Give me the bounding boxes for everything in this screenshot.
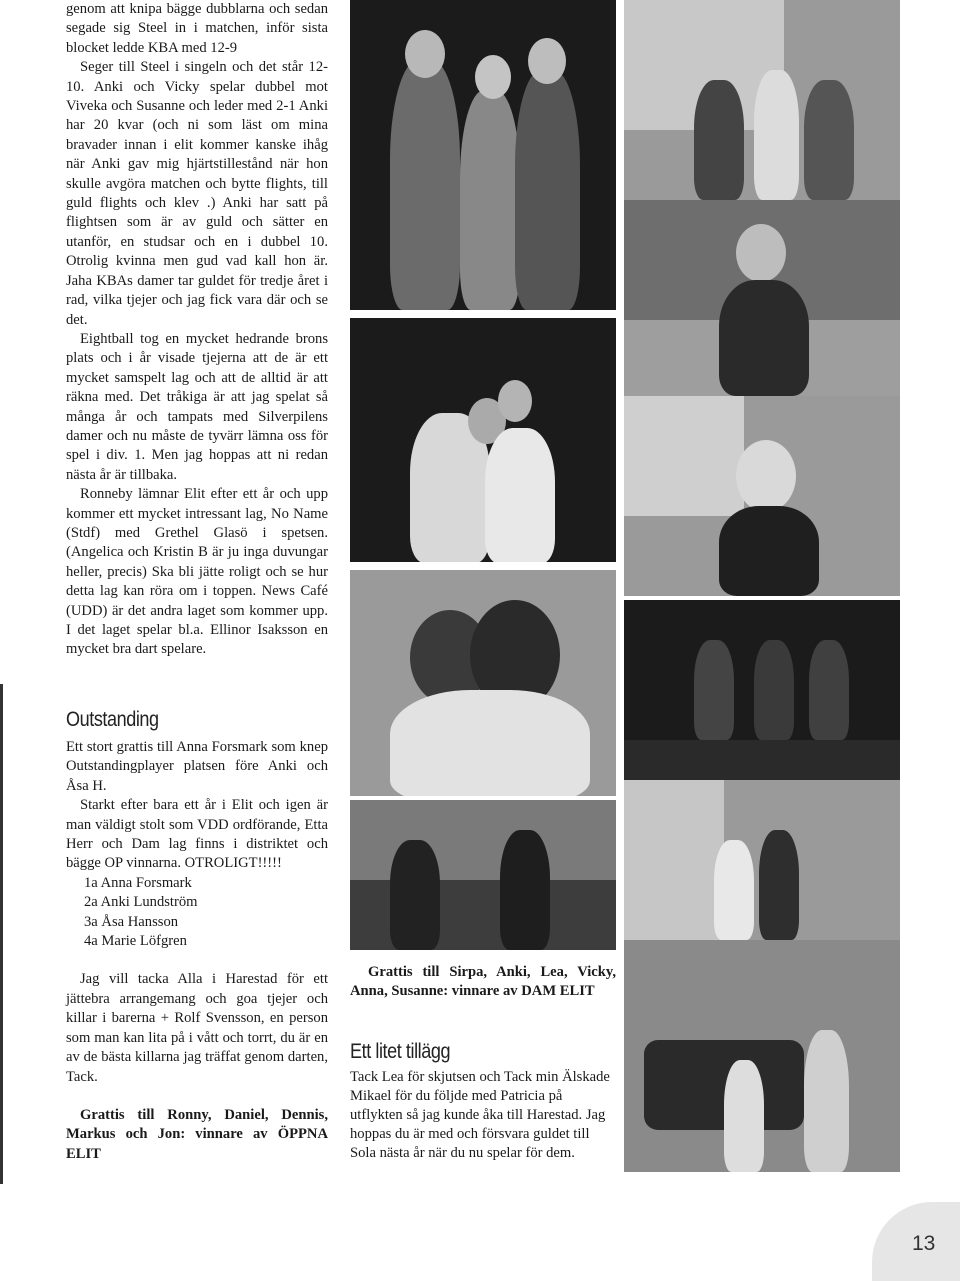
list-item: 1a Anna Forsmark xyxy=(84,874,192,891)
photo-van-group xyxy=(624,940,900,1172)
paragraph: Ronneby lämnar Elit efter ett år och upp kommer ett mycket intressant lag, No Name (Stdf) med Grethel Glasö i spetsen. (Angelica och Kristin B är ju inga duvungar heller, precis) Ska bli jätte roligt och se hur detta lag kan röra om i toppen. News Café (UDD) är det andra laget som kommer upp. I det laget spelar bl.a. Ellinor Isaksson en mycket bra dart spelare. xyxy=(66,486,328,658)
photo-three-women-medals xyxy=(350,0,616,310)
photo-group-outside-house xyxy=(624,0,900,200)
addendum-section xyxy=(350,1040,616,1163)
paragraph: Seger till Steel i singeln och det står 12-10. Anki och Vicky spelar dubbel mot Viveka och Susanne och leder med 2-1 Anki har 20 kvar (och ni som läst om mina bravader innan i elit kommer kanske ihåg när Anki gav mig hjärtstillestånd när hon skulle avgöra matchen och bytte flights, till guld flights och klev .) Anki har satt på flightsen som är av guld och sätter en utanför, en studsar och en i dubbel 10. Otrolig kvinna men gud vad kall hon är. Jaha KBAs damer tar guldet för tredje året i rad, vilka tjejer och jag fick vara där och se det. xyxy=(66,59,328,328)
outstanding-heading: Outstanding xyxy=(66,708,159,731)
thanks-paragraph: Jag vill tacka Alla i Harestad för ett jättebra arrangemang och goa tjejer och killar i barerna + Rolf Svensson, en person som man kan lita på i vått och torrt, du är en av de bästa killarna jag träffat genom darten, Tack. xyxy=(66,971,328,1085)
photo-two-women-hugging xyxy=(350,570,616,796)
page-number-tab xyxy=(872,1202,960,1281)
addendum-heading: Ett litet tillägg xyxy=(350,1040,451,1063)
list-item: 3a Åsa Hansson xyxy=(84,913,179,930)
congrats-open-elit: Grattis till Ronny, Daniel, Dennis, Markus och Jon: vinnare av ÖPPNA ELIT xyxy=(66,1106,328,1162)
photo-team-trophies xyxy=(624,600,900,780)
photo-men-celebrating xyxy=(350,318,616,562)
photo-woman-outdoors xyxy=(624,396,900,596)
photo-party-room xyxy=(350,800,616,950)
list-item: 4a Marie Löfgren xyxy=(84,933,187,950)
photo-woman-waving xyxy=(624,200,900,396)
outstanding-section xyxy=(66,708,328,1164)
photo-couple-outside xyxy=(624,780,900,940)
addendum-text: Tack Lea för skjutsen och Tack min Älskade Mikael för du följde med Patricia på utflykten så jag kunde åka till Harestad. Jag hoppas du är med och försvara guldet till Sola nästa år när du nu spelar för dem. xyxy=(350,1069,610,1161)
ranking-list xyxy=(66,874,328,952)
margin-rule xyxy=(0,684,3,1184)
paragraph: Eightball tog en mycket hedrande brons plats och i år visade tjejerna att de är ett mycket samspelt lag och att de alltid är att räkna med. Det tråkiga är att jag spelat så många år och tampats med Silverpilens damer och nu måste de tyvärr lämna oss för spel i div. 1. Men jag hoppas att ni redan nästa år är tillbaka. xyxy=(66,330,328,483)
caption-dam-elit xyxy=(350,963,616,1001)
paragraph: Ett stort grattis till Anna Forsmark som knep Outstandingplayer platsen före Anki och Åsa H. xyxy=(66,739,328,794)
list-item: 2a Anki Lundström xyxy=(84,894,198,911)
article-column-top xyxy=(66,0,328,660)
page-number: 13 xyxy=(912,1232,936,1255)
paragraph: Starkt efter bara ett år i Elit och igen är man väldigt stolt som VDD ordförande, Etta Herr och Dam lag finns i distriktet och bägge OP vinnarna. OTROLIGT!!!!! xyxy=(66,797,328,872)
congrats-dam-elit: Grattis till Sirpa, Anki, Lea, Vicky, Anna, Susanne: vinnare av DAM ELIT xyxy=(350,964,616,999)
paragraph: genom att knipa bägge dubblarna och sedan segade sig Steel in i matchen, inför sista blocket ledde KBA med 12-9 xyxy=(66,1,328,56)
